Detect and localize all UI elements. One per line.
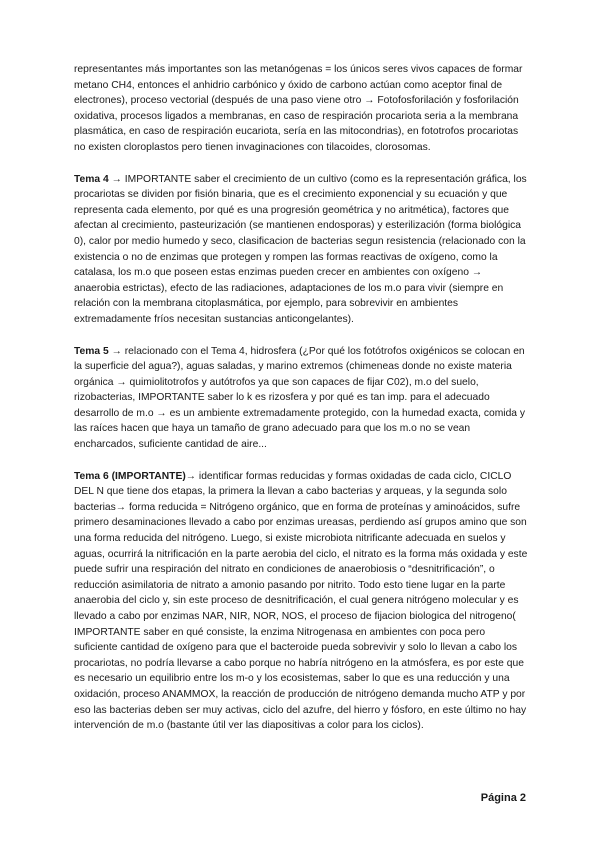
document-body (74, 62, 530, 750)
paragraph-heading: Tema 5 (74, 345, 109, 357)
paragraph-text: → identificar formas reducidas y formas oxidadas de cada ciclo, CICLO DEL N que tiene dos etapas, la primera la llevan a cabo bacterias y arqueas, y la segunda solo bacterias→ forma reducida = Nitrógeno orgánico, que en forma de proteínas y aminoácidos, sufre primero desaminaciones llevado a cabo por enzimas ureasas, perdiendo así grupos amino que son una forma reducida del nitrógeno. Luego, si existe microbiota nitrificante adecuada en suelos y aguas, ocurrirá la nitrificación en la parte aerobia del ciclo, el nitrato es la forma más oxidada y este puede sufrir una respiración del nitrato en condiciones de anaerobiosis o “desnitrificación”, o reducción asimilatoria de nitrato a amonio pasando por nitrito. Todo esto tiene lugar en la parte anaerobia del ciclo y, sin este proceso de desnitrificación, el cual genera nitrógeno molecular y es llevado a cabo por enzimas NAR, NIR, NOR, NOS, el proceso de fijacion biologica del nitrogeno( IMPORTANTE saber en qué consiste, la enzima Nitrogenasa en ambientes con poca pero suficiente cantidad de oxígeno para que el bacteroide pueda sobrevivir y solo lo llevan a cabo los procariotas, no podría llevarse a cabo porque no habría nitrógeno en la atmósfera, es por este que es necesario un equilibrio entre los m-o y los ecosistemas, saber lo que es una reducción y una oxidación, proceso ANAMMOX, la reacción de producción de nitrógeno demanda mucho ATP y por eso las bacterias deben ser muy activas, ciclo del azufre, del hierro y fósforo, en este último no hay intervención de m.o (bastante útil ver las diapositivas a color para los ciclos). (74, 470, 528, 732)
paragraph-heading: Tema 4 (74, 173, 109, 185)
page-number: Página 2 (480, 792, 526, 804)
paragraph-intro (74, 62, 530, 156)
paragraph-text: → relacionado con el Tema 4, hidrosfera (¿Por qué los fotótrofos oxigénicos se colocan en la superficie del agua?), aguas saladas, y marino extremos (chimeneas donde no existe materia orgánica → quimiolitotrofos y autótrofos ya que son capaces de fijar C02), m.o del suelo, rizobacterias, IMPORTANTE saber lo k es rizosfera y por qué es tan imp. para el adecuado desarrollo de m.o → es un ambiente extremadamente protegido, con la humedad exacta, comida y las raíces hacen que haya un tamaño de grano adecuado para que los m.o no se vean encharcados, suficiente cantidad de aire... (74, 345, 526, 451)
paragraph-tema-6 (74, 469, 530, 734)
paragraph-text: → IMPORTANTE saber el crecimiento de un cultivo (como es la representación gráfica, los procariotas se dividen por fisión binaria, que es el crecimiento exponencial y su ecuación y que representa cada elemento, por qué es una progresión geométrica y no aritmética), factores que afectan al crecimiento, pasteurización (se mantienen endosporas) y esterilización (forma biológica 0), calor por medio humedo y seco, clasificacion de bacterias segun resistencia (relacionado con la existencia o no de enzimas que protegen y rompen las formas reactivas de oxígeno, como la catalasa, los m.o que poseen estas enzimas pueden crecer en ambientes con oxígeno → anaerobia estrictas), efecto de las radiaciones, adaptaciones de los m.o para vivir (siempre en relación con la membrana citoplasmática, por ejemplo, para sobrevivir en ambientes extremadamente fríos necesitan sustancias anticongelantes). (74, 173, 527, 325)
paragraph-text: representantes más importantes son las metanógenas = los únicos seres vivos capaces de formar metano CH4, entonces el anhidrio carbónico y óxido de carbono actúan como aceptor final de electrones), proceso vectorial (después de una paso viene otro → Fotofosforilación y fosforilación oxidativa, procesos ligados a membranas, en caso de respiración procariota seria a la membrana plasmática, en caso de respiración eucariota, sería en las mitocondrias), en fototrofos procariotas no existen cloroplastos pero tienen invaginaciones con tilacoides, clorosomas. (74, 64, 523, 153)
paragraph-tema-5 (74, 344, 530, 453)
paragraph-heading: Tema 6 (IMPORTANTE) (74, 470, 186, 482)
paragraph-tema-4 (74, 172, 530, 328)
